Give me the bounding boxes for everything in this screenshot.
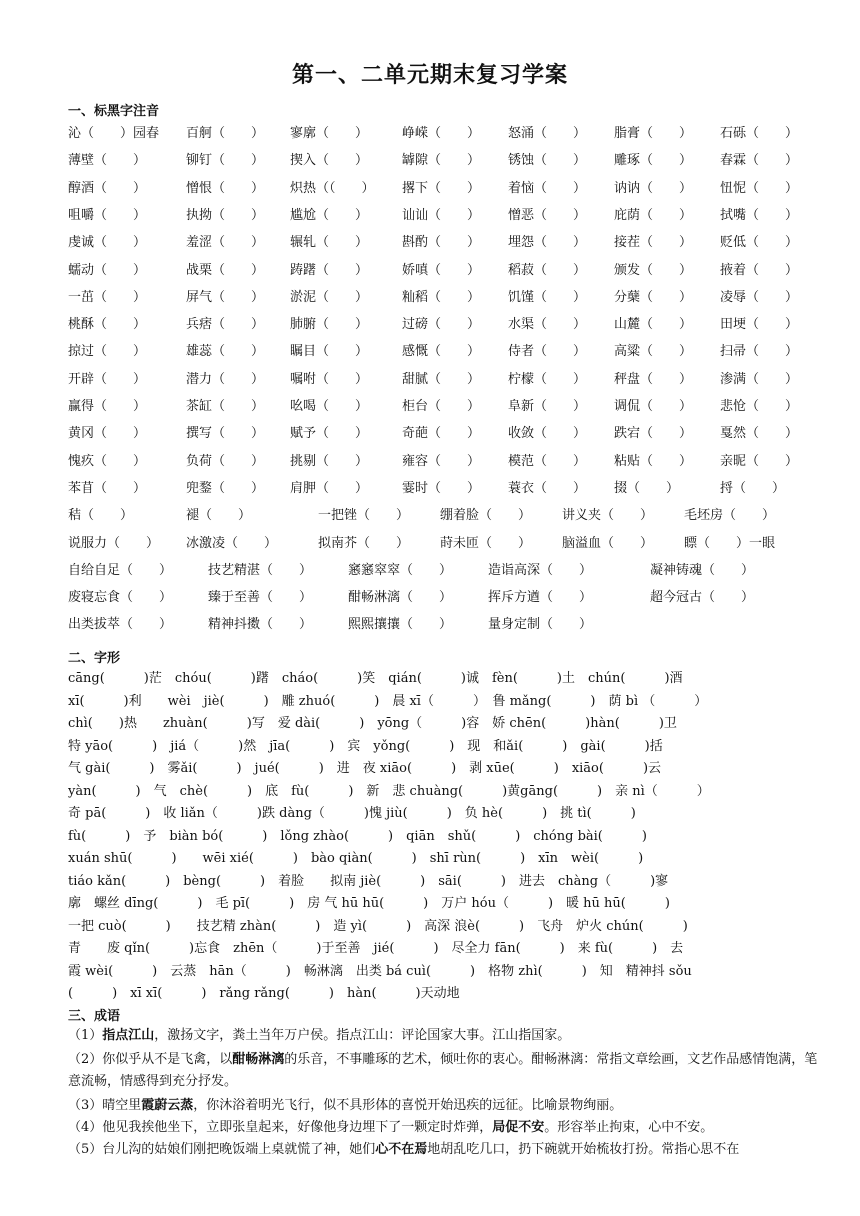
annotation-item: 战栗（ ）: [186, 262, 265, 278]
annotation-item: 潜力（ ）: [186, 371, 265, 387]
annotation-item: 锈蚀（ ）: [508, 153, 587, 169]
annotation-item: 造诣高深（ ）: [488, 562, 593, 578]
idiom-item: [68, 1025, 820, 1047]
annotation-item: 怒涌（ ）: [508, 126, 587, 141]
annotation-item: 出类拔萃（ ）: [68, 617, 173, 633]
annotation-item: 收敛（ ）: [508, 426, 587, 442]
annotation-item: 炽热（（ ）: [290, 180, 375, 196]
annotation-item: 沁（ ）园春: [68, 126, 160, 141]
annotation-item: 庇荫（ ）: [614, 207, 693, 223]
annotation-row: [68, 231, 820, 253]
annotation-item: 冰激凌（ ）: [186, 535, 278, 551]
pinyin-line: 气 gài( ) 雾ǎi( ) jué( ) 进 夜 xiāo( ) 剥 xūe( ) xiāo( )云: [68, 761, 662, 776]
idiom-prefix: （3）晴空里: [68, 1098, 142, 1113]
annotation-item: 百舸（ ）: [186, 126, 265, 141]
annotation-item: 毛坯房（ ）: [684, 508, 776, 524]
annotation-item: 羞涩（ ）: [186, 235, 265, 251]
annotation-item: 水渠（ ）: [508, 317, 587, 333]
annotation-item: 铆钉（ ）: [186, 153, 265, 169]
annotation-item: 粘贴（ ）: [614, 453, 693, 469]
annotation-item: 罅隙（ ）: [402, 153, 481, 169]
annotation-row: [68, 122, 820, 144]
annotation-item: 兜鍪（ ）: [186, 480, 265, 496]
annotation-row: [68, 259, 820, 281]
annotation-item: 讲义夹（ ）: [562, 508, 654, 524]
pinyin-line: yàn( ) 气 chè( ) 底 fù( ) 新 悲 chuàng( )黄gāng( ) 亲 nì（ ）: [68, 783, 710, 799]
annotation-item: 尴尬（ ）: [290, 207, 369, 223]
annotation-item: 雄蕊（ ）: [186, 344, 265, 360]
annotation-item: 掠过（ ）: [68, 344, 147, 360]
annotation-item: 峥嵘（ ）: [402, 126, 481, 141]
annotation-item: 揳入（ ）: [290, 153, 369, 169]
annotation-item: 讷讷（ ）: [614, 180, 693, 196]
annotation-row: [68, 204, 820, 226]
idiom-bold: 心不在焉: [375, 1142, 428, 1157]
annotation-item: 蓑衣（ ）: [508, 480, 587, 496]
annotation-item: 霎时（ ）: [402, 480, 481, 496]
annotation-item: 踌躇（ ）: [290, 262, 369, 278]
annotation-item: 捋（ ）: [720, 480, 786, 496]
annotation-item: 掖着（ ）: [720, 262, 799, 278]
idiom-text: ，激扬文字，粪土当年万户侯。指点江山：评论国家大事。江山指国家。: [154, 1028, 571, 1043]
annotation-item: 量身定制（ ）: [488, 617, 593, 633]
annotation-item: 接茬（ ）: [614, 235, 693, 251]
annotation-item: 渗满（ ）: [720, 371, 799, 387]
annotation-row: [68, 149, 820, 171]
annotation-item: 模范（ ）: [508, 453, 587, 469]
annotation-item: 负荷（ ）: [186, 453, 265, 469]
annotation-item: 悲怆（ ）: [720, 399, 799, 414]
annotation-item: 虔诚（ ）: [68, 235, 147, 251]
pinyin-line: chì( )热 zhuàn( )写 爱 dài( ) yōng（ )容 娇 chēn( )hàn( )卫: [68, 716, 677, 731]
annotation-item: 高粱（ ）: [614, 344, 693, 360]
idiom-text: ，你沐浴着明光飞行，似不具形体的喜悦开始迅疾的远征。比喻景物绚丽。: [193, 1098, 623, 1113]
annotation-item: 淤泥（ ）: [290, 289, 369, 305]
annotation-item: 吆喝（ ）: [290, 399, 369, 414]
idiom-text: 。形容举止拘束，心中不安。: [544, 1120, 714, 1135]
idiom-bold: 局促不安: [492, 1120, 545, 1135]
idiom-bold: 酣畅淋漓: [232, 1052, 285, 1067]
annotation-item: 憎恶（ ）: [508, 207, 587, 223]
annotation-item: 执拗（ ）: [186, 207, 265, 223]
annotation-item: 颁发（ ）: [614, 262, 693, 278]
annotation-item: 茶缸（ ）: [186, 399, 265, 414]
annotation-item: 窸窸窣窣（ ）: [348, 562, 453, 578]
annotation-item: 柜台（ ）: [402, 399, 481, 414]
idiom-prefix: （4）他见我挨他坐下，立即张皇起来，好像他身边埋下了一颗定时炸弹，: [68, 1120, 493, 1135]
annotation-item: 忸怩（ ）: [720, 180, 799, 196]
annotation-item: 阜新（ ）: [508, 399, 587, 414]
idiom-text: 地胡乱吃几口，扔下碗就开始梳妆打扮。常指心思不在: [427, 1142, 740, 1157]
annotation-item: 感慨（ ）: [402, 344, 481, 360]
annotation-item: 亲昵（ ）: [720, 453, 799, 469]
pinyin-line: 廓 螺丝 dīng( ) 毛 pī( ) 房 气 hū hū( ) 万户 hóu（ ) 暖 hū hū( ): [68, 896, 670, 911]
pinyin-line: 青 废 qǐn( )忘食 zhēn（ )于至善 jié( ) 尽全力 fān( ) 来 fù( ) 去: [68, 941, 684, 956]
annotation-item: 桃酥（ ）: [68, 317, 147, 333]
annotation-item: 薄壁（ ）: [68, 153, 147, 169]
idiom-bold: 霞蔚云蒸: [141, 1098, 194, 1113]
annotation-item: 脂膏（ ）: [614, 126, 693, 141]
annotation-item: 贬低（ ）: [720, 235, 799, 251]
annotation-item: 瞟（ ）一眼: [684, 535, 776, 551]
annotation-item: 石砾（ ）: [720, 126, 799, 141]
annotation-item: 熙熙攘攘（ ）: [348, 617, 453, 633]
annotation-item: 调侃（ ）: [614, 399, 693, 414]
annotation-item: 柠檬（ ）: [508, 371, 587, 387]
annotation-item: 田埂（ ）: [720, 317, 799, 333]
annotation-item: 一茁（ ）: [68, 289, 147, 305]
annotation-item: 兵痞（ ）: [186, 317, 265, 333]
annotation-item: 苯苜（ ）: [68, 480, 147, 496]
annotation-item: 秤盘（ ）: [614, 371, 693, 387]
annotation-item: 分蘖（ ）: [614, 289, 693, 305]
annotation-item: 蠕动（ ）: [68, 262, 147, 278]
annotation-item: 着恼（ ）: [508, 180, 587, 196]
pinyin-line: ( ) xī xī( ) rǎng rǎng( ) hàn( )天动地: [68, 986, 460, 1001]
pinyin-line: xuán shū( ) wēi xié( ) bào qiàn( ) shī rùn( ) xīn wèi( ): [68, 851, 644, 866]
annotation-item: 寥廓（ ）: [290, 126, 369, 141]
annotation-item: 憎恨（ ）: [186, 180, 265, 196]
annotation-item: 说服力（ ）: [68, 535, 160, 551]
annotation-item: 撂下（ ）: [402, 180, 481, 196]
annotation-item: 瞩目（ ）: [290, 344, 369, 360]
annotation-item: 辗轧（ ）: [290, 235, 369, 251]
annotation-item: 过磅（ ）: [402, 317, 481, 333]
annotation-item: 脑溢血（ ）: [562, 535, 654, 551]
annotation-item: 奇葩（ ）: [402, 426, 481, 442]
annotation-item: 籼稻（ ）: [402, 289, 481, 305]
idiom-item: [68, 1139, 820, 1161]
annotation-item: 愧疚（ ）: [68, 453, 147, 469]
annotation-item: 精神抖擞（ ）: [208, 617, 313, 633]
page-title: 第一、二单元期末复习学案: [291, 63, 568, 88]
annotation-item: 屏气（ ）: [186, 289, 265, 305]
annotation-item: 饥馑（ ）: [508, 289, 587, 305]
annotation-item: 跌宕（ ）: [614, 426, 693, 442]
annotation-item: 赢得（ ）: [68, 399, 147, 414]
annotation-item: 山麓（ ）: [614, 317, 693, 333]
annotation-row: [68, 586, 820, 608]
section2-heading: 二、字形: [68, 651, 121, 666]
annotation-item: 超今冠古（ ）: [650, 590, 755, 606]
annotation-item: 春霖（ ）: [720, 153, 799, 169]
pinyin-line: tiáo kǎn( ) bèng( ) 着脸 拟南 jiè( ) sāi( ) 进去 chàng（ )寥: [68, 873, 669, 889]
annotation-row: [68, 422, 820, 444]
pinyin-line: 特 yāo( ) jiá（ )然 jīa( ) 宾 yǒng( ) 现 和ǎi( ) gài( )括: [68, 738, 663, 754]
annotation-item: 秸（ ）: [68, 508, 134, 524]
annotation-item: 戛然（ ）: [720, 426, 799, 442]
pinyin-line: cāng( )茫 chóu( )躇 cháo( )笑 qián( )诚 fèn( )土 chún( )酒: [68, 671, 683, 686]
annotation-item: 废寝忘食（ ）: [68, 590, 173, 606]
pinyin-line: xī( )利 wèi jiè( ) 雕 zhuó( ) 晨 xī（ ） 鲁 mǎng( ) 荫 bì （ ）: [68, 693, 708, 709]
annotation-item: 甜腻（ ）: [402, 371, 481, 387]
annotation-item: 凝神铸魂（ ）: [650, 562, 755, 578]
idiom-prefix: （2）你似乎从不是飞禽，以: [68, 1052, 233, 1067]
annotation-item: 拟南芥（ ）: [318, 535, 410, 551]
annotation-row: [68, 477, 820, 499]
annotation-item: 凌辱（ ）: [720, 289, 799, 305]
annotation-item: 肩胛（ ）: [290, 480, 369, 496]
annotation-item: 莳未匝（ ）: [440, 535, 532, 551]
annotation-item: 自给自足（ ）: [68, 562, 173, 578]
annotation-item: 侍者（ ）: [508, 344, 587, 360]
idiom-text: 的乐音，不事雕琢的艺术，倾吐你的衷心。酣畅淋漓：常指文章绘画，文艺作品感情饱满，笔意流畅，情感得到充分抒发。: [68, 1052, 818, 1089]
annotation-item: 醇酒（ ）: [68, 180, 147, 196]
annotation-row: [68, 177, 820, 199]
pinyin-line: fù( ) 予 biàn bó( ) lǒng zhào( ) qiān shǔ( ) chóng bài( ): [68, 828, 647, 844]
annotation-row: [68, 532, 820, 554]
idiom-prefix: （1）: [68, 1028, 103, 1043]
pinyin-line: 霞 wèi( ) 云蒸 hān（ ) 畅淋漓 出类 bá cuì( ) 格物 zhì( ) 知 精神抖 sǒu: [68, 963, 692, 979]
annotation-item: 褪（ ）: [186, 508, 252, 524]
annotation-item: 臻于至善（ ）: [208, 590, 313, 606]
annotation-item: 嘱咐（ ）: [290, 371, 369, 387]
annotation-item: 黄冈（ ）: [68, 426, 147, 442]
annotation-item: 讪讪（ ）: [402, 207, 481, 223]
idiom-bold: 指点江山: [102, 1028, 155, 1043]
annotation-row: [68, 395, 820, 417]
annotation-item: 绷着脸（ ）: [440, 508, 532, 524]
annotation-item: 扫帚（ ）: [720, 344, 799, 360]
annotation-item: 挥斥方遒（ ）: [488, 590, 593, 606]
annotation-item: 撰写（ ）: [186, 426, 265, 442]
annotation-item: 娇嗔（ ）: [402, 262, 481, 278]
section3-heading: 三、成语: [68, 1009, 121, 1024]
annotation-item: 雍容（ ）: [402, 453, 481, 469]
annotation-row: [68, 559, 820, 581]
annotation-item: 掇（ ）: [614, 480, 680, 496]
annotation-item: 雕琢（ ）: [614, 153, 693, 169]
idiom-prefix: （5）台儿沟的姑娘们刚把晚饭端上桌就慌了神，她们: [68, 1142, 376, 1157]
annotation-row: [68, 368, 820, 390]
annotation-item: 拭嘴（ ）: [720, 207, 799, 223]
annotation-item: 挑剔（ ）: [290, 453, 369, 469]
annotation-row: [68, 286, 820, 308]
annotation-row: [68, 450, 820, 472]
annotation-item: 技艺精湛（ ）: [208, 562, 313, 578]
annotation-row: [68, 313, 820, 335]
annotation-item: 稻菽（ ）: [508, 262, 587, 278]
annotation-row: [68, 504, 820, 526]
idiom-item: [68, 1095, 820, 1117]
annotation-item: 一把锉（ ）: [318, 508, 410, 524]
annotation-item: 肺腑（ ）: [290, 317, 369, 333]
annotation-item: 赋予（ ）: [290, 426, 369, 442]
annotation-row: [68, 613, 820, 635]
idiom-item: [68, 1049, 820, 1093]
annotation-item: 咀嚼（ ）: [68, 207, 147, 223]
annotation-item: 开辟（ ）: [68, 371, 147, 387]
idiom-item: [68, 1117, 820, 1139]
annotation-item: 埋怨（ ）: [508, 235, 587, 251]
pinyin-line: 奇 pā( ) 收 liǎn（ )跌 dàng（ )愧 jiù( ) 负 hè( ) 挑 tì( ): [68, 806, 636, 821]
section1-heading: 一、标黑字注音: [68, 104, 160, 119]
annotation-item: 酣畅淋漓（ ）: [348, 590, 453, 606]
pinyin-line: 一把 cuò( ) 技艺精 zhàn( ) 造 yì( ) 高深 浪è( ) 飞舟 炉火 chún( ): [68, 918, 688, 934]
annotation-row: [68, 340, 820, 362]
annotation-item: 斟酌（ ）: [402, 235, 481, 251]
